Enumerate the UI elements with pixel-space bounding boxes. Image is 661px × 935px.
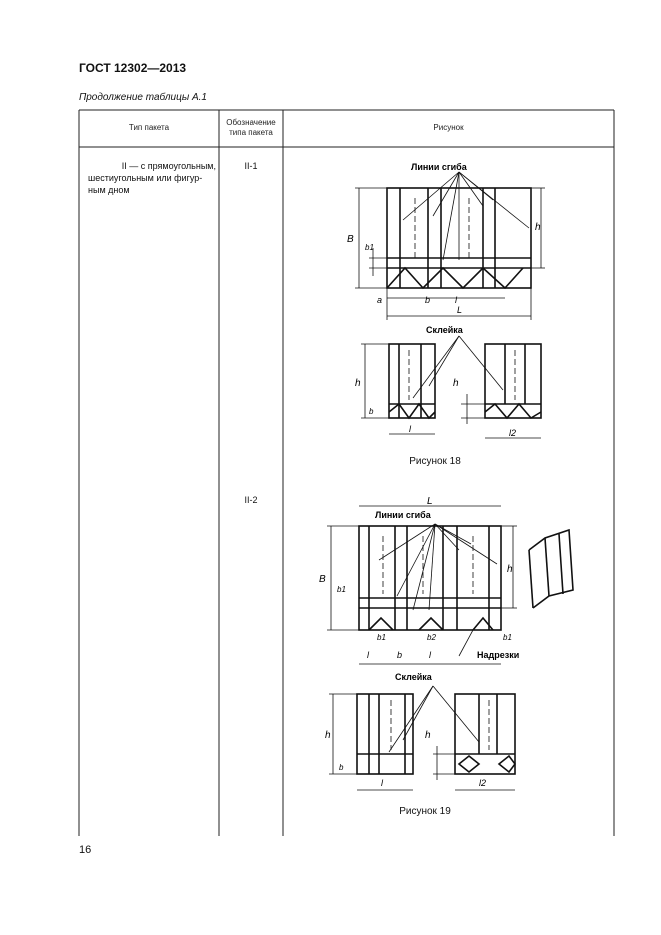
package-type-line1: II — с прямоугольным, (121, 161, 216, 171)
fig19-gluing-label: Склейка (395, 672, 432, 682)
fig19-dim-h: h (507, 564, 513, 575)
fig18-dim-l: l (455, 295, 457, 305)
col-header-type: Тип пакета (128, 123, 170, 132)
fig19-dim-b1-3: b1 (503, 633, 512, 642)
fig18-dim-a: a (377, 295, 383, 305)
figure-18-caption: Рисунок 18 (409, 456, 461, 467)
package-type-line2: шестиугольным или фигур- (88, 173, 203, 183)
figure-19-caption: Рисунок 19 (399, 806, 451, 817)
designation-II-1: II-1 (244, 161, 258, 171)
fig19-dim-l: l (367, 650, 369, 660)
table-caption: Продолжение таблицы А.1 (79, 92, 207, 103)
fig18-dim-h-3: h (453, 378, 459, 389)
fig19-dim-B: B (319, 574, 326, 585)
document-title: ГОСТ 12302—2013 (79, 61, 187, 75)
fig18-dim-b-2: b (369, 407, 374, 416)
fig18-dim-h: h (535, 222, 541, 233)
fig19-dim-h-3: h (425, 730, 431, 741)
fig18-dim-l-2: l (409, 424, 411, 434)
fig19-dim-h-2: h (325, 730, 331, 741)
col-header-designation-line1: Обозначение (226, 118, 276, 127)
fig18-gluing-label: Склейка (426, 325, 463, 335)
figure-18-drawing (283, 150, 613, 450)
fig19-fold-lines-label: Линии сгиба (375, 510, 431, 520)
fig18-fold-lines-label: Линии сгиба (411, 162, 467, 172)
package-type-cell (88, 160, 216, 196)
fig19-dim-b: b (397, 650, 403, 660)
fig18-dim-h-2: h (355, 378, 361, 389)
fig18-dim-l2: l2 (509, 428, 517, 438)
fig18-dim-L: L (457, 305, 463, 315)
fig19-dim-l-2: l (429, 650, 431, 660)
fig19-dim-b2: b2 (427, 633, 436, 642)
fig19-dim-l2: l2 (479, 778, 487, 788)
fig19-dim-b1-2: b1 (377, 633, 386, 642)
fig19-dim-L: L (427, 496, 433, 507)
col-header-designation-line2: типа пакета (229, 128, 273, 137)
designation-II-2: II-2 (244, 495, 258, 505)
fig19-notches-label: Надрезки (477, 650, 520, 660)
figure-19-drawing (283, 490, 613, 810)
fig18-dim-B: B (347, 234, 354, 245)
col-header-figure: Рисунок (433, 123, 464, 132)
page-number: 16 (79, 844, 92, 856)
fig19-dim-b-2: b (339, 763, 344, 772)
package-type-line3: ным дном (88, 185, 130, 195)
fig19-dim-l-3: l (381, 778, 383, 788)
fig18-dim-b1: b1 (365, 243, 374, 252)
fig18-dim-b: b (425, 295, 431, 305)
col-header-designation (219, 118, 283, 138)
fig19-dim-b1: b1 (337, 585, 346, 594)
